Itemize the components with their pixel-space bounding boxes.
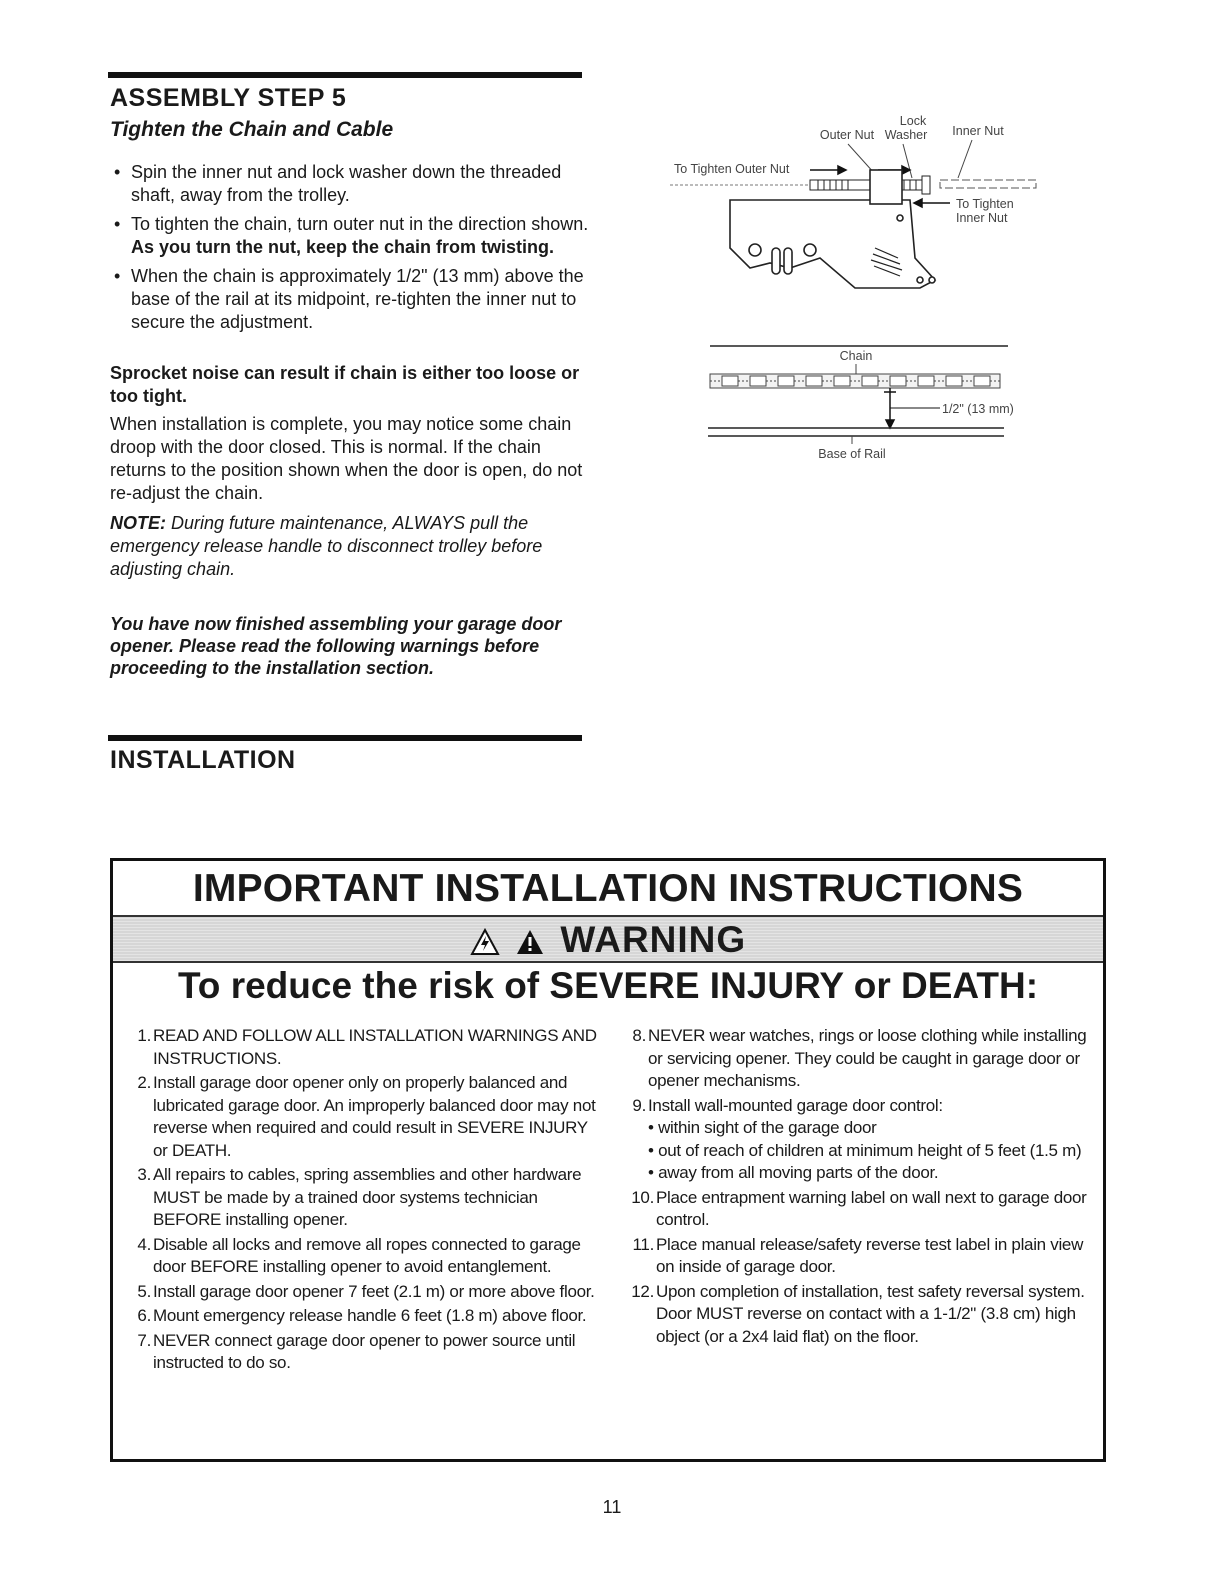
item-number: 12 . [626,1281,654,1304]
list-item [626,1025,1096,1093]
label-inner-nut-2: Inner Nut [956,211,1008,225]
page-number: 11 [602,1497,622,1517]
item-number: 1 . [131,1025,151,1048]
item-number: 3 . [131,1164,151,1187]
warning-triangle-icon [515,928,545,956]
label-to-tighten: To Tighten [956,197,1014,211]
label-inner-nut: Inner Nut [952,124,1004,138]
warning-band [113,915,1103,963]
item-text: READ AND FOLLOW ALL INSTALLATION WARNINGS AND INSTRUCTIONS. [153,1026,597,1068]
list-item [112,161,592,207]
leader-lines [848,140,972,178]
list-item [131,1164,601,1232]
item-number: 2 . [131,1072,151,1095]
item-number: 7 . [131,1330,151,1353]
installation-heading: INSTALLATION [110,746,296,774]
list-item [131,1025,601,1070]
warning-label [113,917,1103,961]
item-text: Install garage door opener only on properly balanced and lubricated garage door. An improperly balanced door may not reverse when required and could result in SEVERE INJURY or DEATH. [153,1073,596,1160]
list-item [131,1072,601,1162]
item-number: 4 . [131,1234,151,1257]
item-number: 9 . [626,1095,646,1118]
instruction-list [112,161,592,340]
label-outer-nut: Outer Nut [819,128,875,142]
sub-item: • out of reach of children at minimum height of 5 feet (1.5 m) [648,1140,1096,1163]
bullet-text: When the chain is approximately 1/2" (13 mm) above the base of the rail at its midpoint, re-tighten the inner nut to secure the adjustment. [131,266,584,332]
list-item [112,265,592,334]
list-item [626,1234,1096,1279]
finished-message: You have now finished assembling your garage door opener. Please read the following warnings before proceeding to the installation section. [110,614,562,678]
list-item [626,1281,1096,1349]
item-text: Place manual release/safety reverse test label in plain view on inside of garage door. [656,1234,1084,1276]
warning-text: WARNING [560,919,747,960]
item-number: 5 . [131,1281,151,1304]
chain-links [710,374,1000,388]
bullet-text: To tighten the chain, turn outer nut in the direction shown. [131,214,589,234]
sub-item: • away from all moving parts of the door. [648,1162,1096,1185]
item-text: Install garage door opener 7 feet (2.1 m) or more above floor. [153,1281,595,1301]
item-number: 8 . [626,1025,646,1048]
list-item [626,1095,1096,1185]
label-washer: Washer [884,128,928,142]
list-item [626,1187,1096,1232]
note-label: NOTE: [110,513,166,533]
list-item [112,213,592,259]
list-item [131,1281,601,1304]
item-text: Mount emergency release handle 6 feet (1.8 m) above floor. [153,1306,587,1325]
list-item [131,1234,601,1279]
label-measure: 1/2" (13 mm) [942,402,1014,416]
step-heading: ASSEMBLY STEP 5 [110,84,347,112]
label-base-of-rail: Base of Rail [818,447,886,461]
hazard-shock-icon [470,928,500,956]
important-title: IMPORTANT INSTALLATION INSTRUCTIONS [192,867,1024,910]
warning-list-right [626,1025,1096,1350]
step-subheading: Tighten the Chain and Cable [110,118,394,141]
chain-droop-paragraph: When installation is complete, you may notice some chain droop with the door closed. This is normal. If the chain returns to the position shown when the door is open, do not re-adjust the chain. [110,414,583,503]
item-text: Upon completion of installation, test safety reversal system. Door MUST reverse on contact with a 1-1/2" (3.8 cm) high object (or a 2x4 laid flat) on the floor. [656,1281,1085,1346]
trolley-diagram [660,108,1040,308]
maintenance-note [110,512,585,581]
item-text: NEVER connect garage door opener to power source until instructed to do so. [153,1330,576,1372]
item-text: Place entrapment warning label on wall next to garage door control. [656,1187,1087,1229]
item-text: Install wall-mounted garage door control: [648,1095,943,1115]
note-text: During future maintenance, ALWAYS pull the emergency release handle to disconnect trolley before adjusting chain. [110,513,543,579]
bullet-text: Spin the inner nut and lock washer down the threaded shaft, away from the trolley. [131,162,562,205]
warning-list-left [131,1025,601,1377]
chain-diagram [700,338,1020,468]
sub-item: • within sight of the garage door [648,1117,1096,1140]
important-instructions-box [110,858,1106,1462]
list-item [131,1330,601,1375]
sprocket-warning: Sprocket noise can result if chain is either too loose or too tight. [110,363,580,406]
item-text: Disable all locks and remove all ropes connected to garage door BEFORE installing opener to avoid entanglement. [153,1234,581,1276]
item-number: 10 . [626,1187,654,1210]
section-rule [108,72,582,78]
item-text: NEVER wear watches, rings or loose clothing while installing or servicing opener. They could be caught in garage door or opener mechanisms. [648,1026,1087,1090]
risk-heading: To reduce the risk of SEVERE INJURY or DEATH: [177,965,1039,1006]
label-lock: Lock [899,114,927,128]
bullet-bold-text: As you turn the nut, keep the chain from twisting. [131,237,555,257]
item-text: All repairs to cables, spring assemblies and other hardware MUST be made by a trained door systems technician BEFORE installing opener. [153,1165,582,1229]
item-number: 11 . [626,1234,654,1257]
section-rule [108,735,582,741]
label-to-tighten-outer: To Tighten Outer Nut [674,162,790,176]
measure-arrow-icon [884,388,940,428]
threaded-shaft [670,174,1036,196]
list-item [131,1305,601,1328]
item-number: 6 . [131,1305,151,1328]
label-chain: Chain [839,349,873,363]
